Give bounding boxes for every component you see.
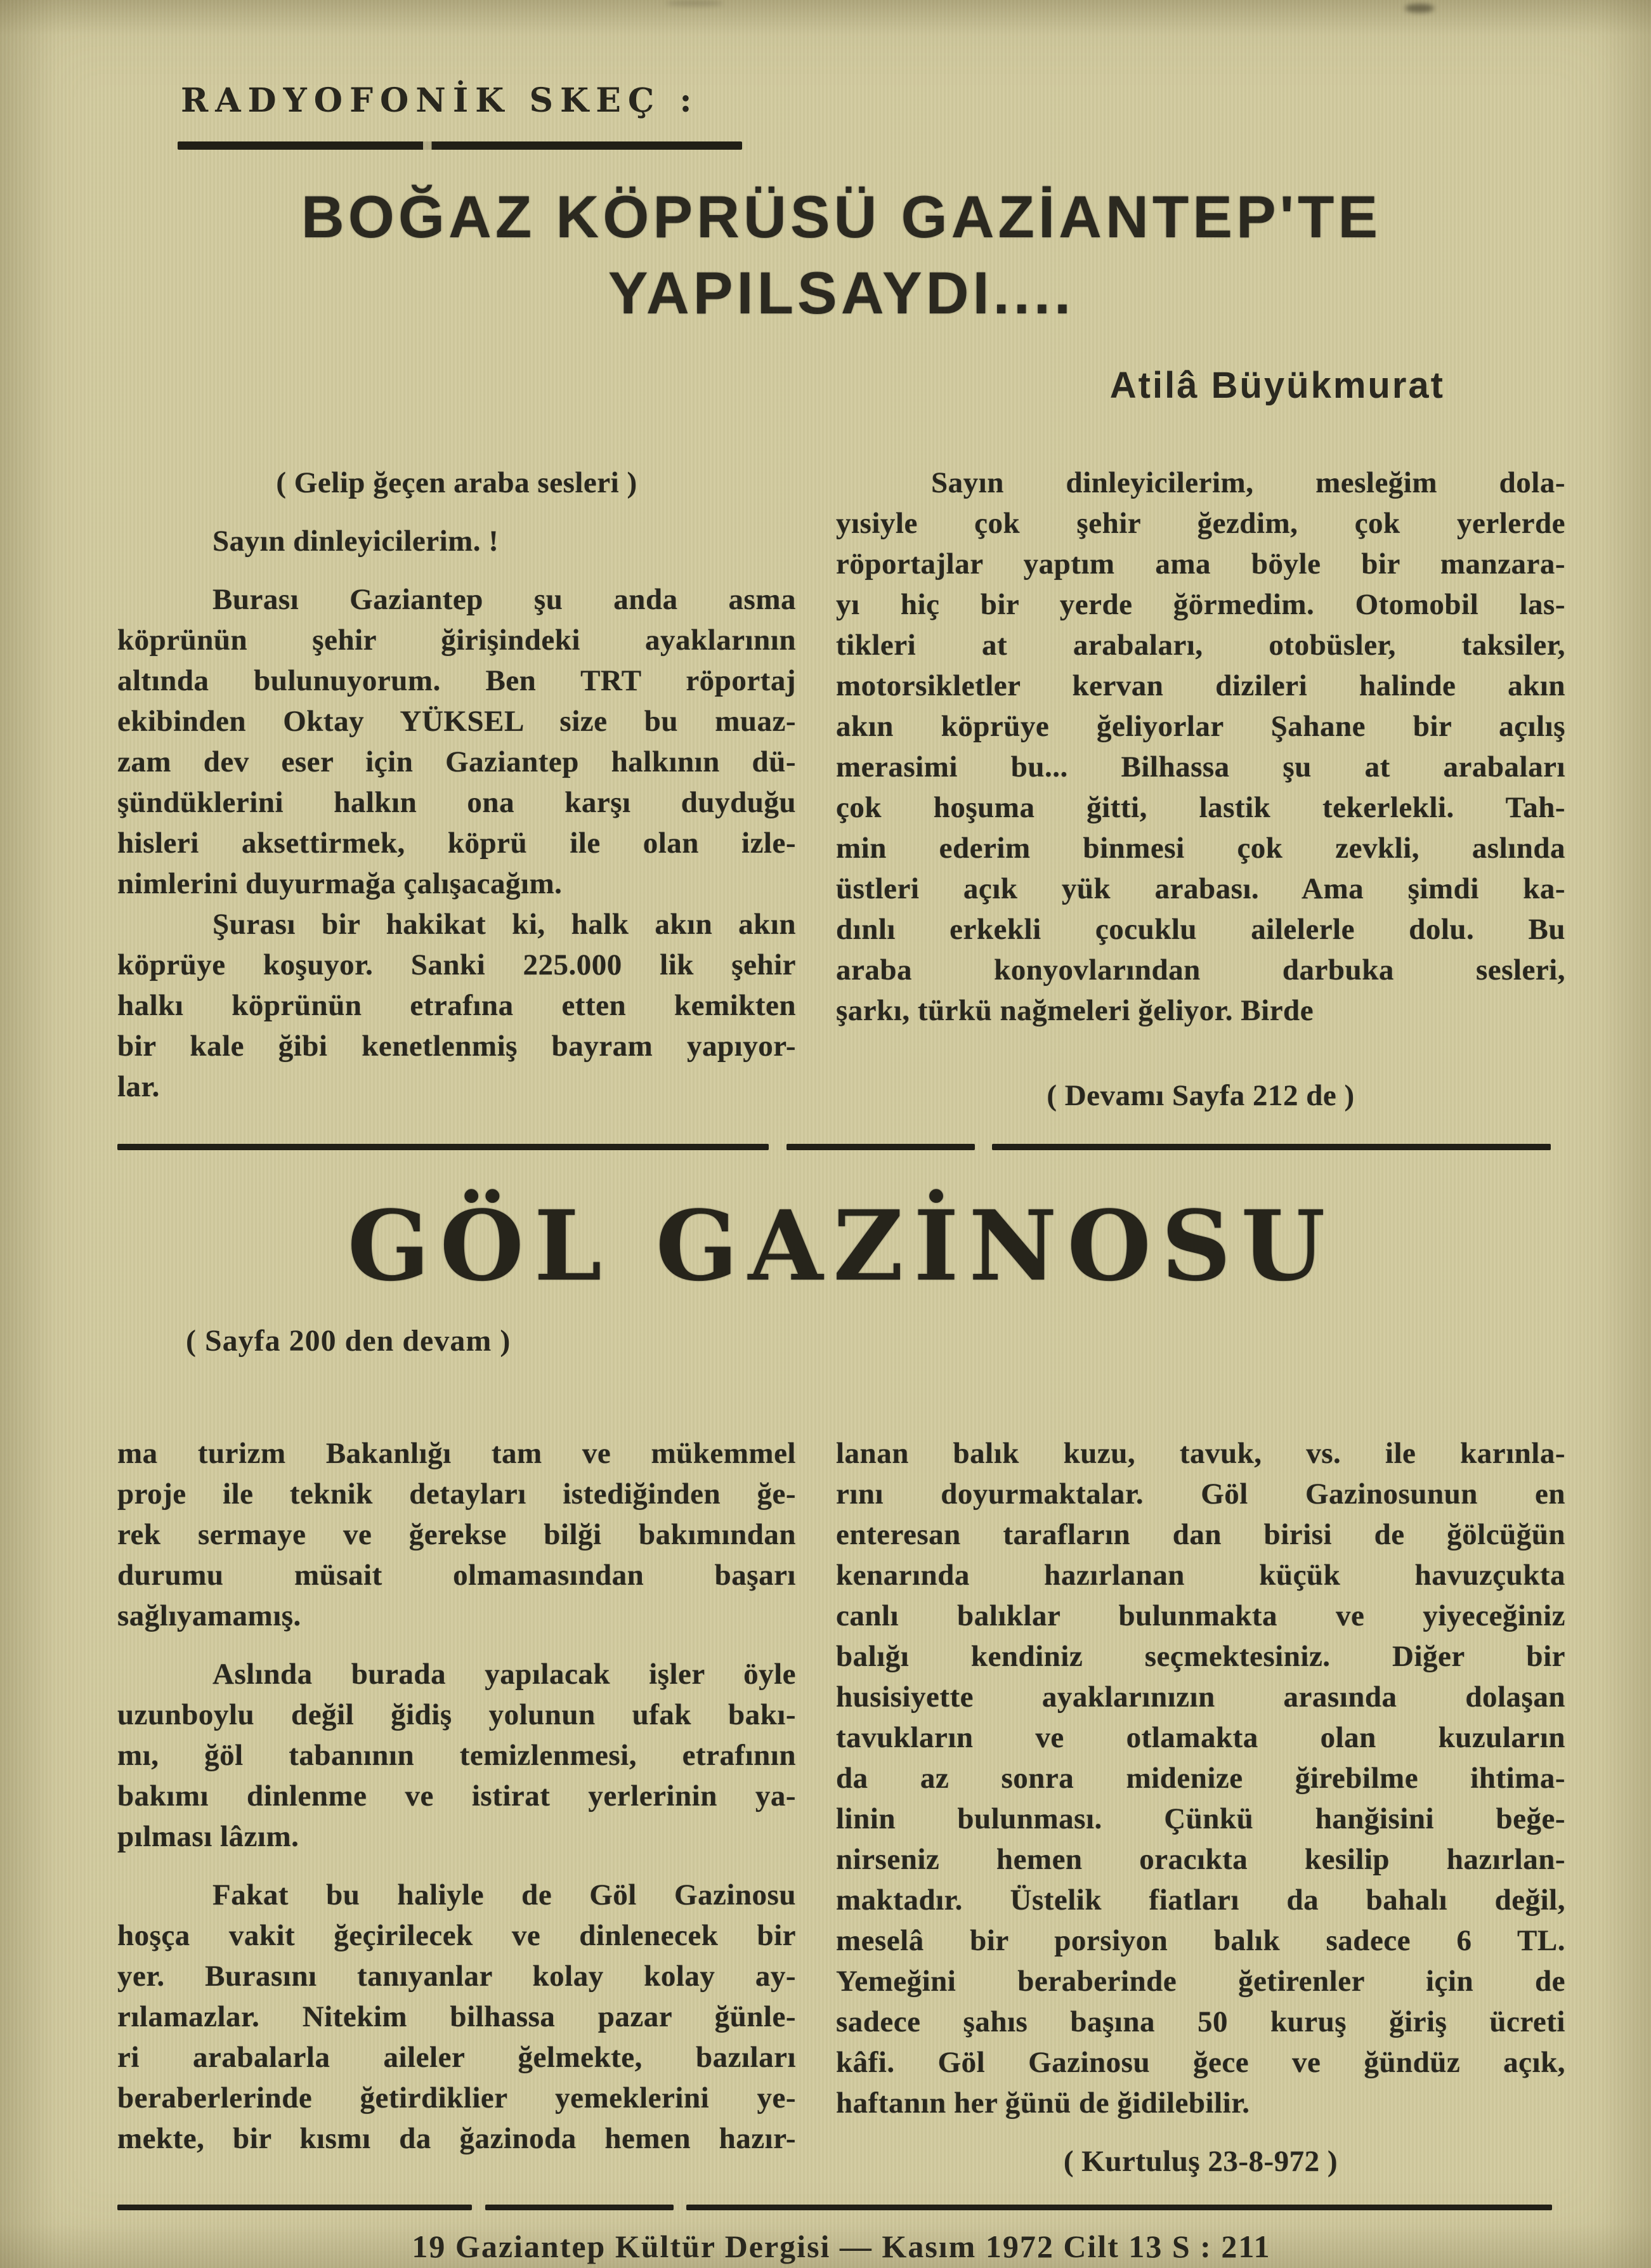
text-line: nimlerini duyurmağa çalışacağım.	[117, 867, 563, 900]
text-line: lar.	[117, 1070, 160, 1103]
text-line: köprüye koşuyor. Sanki 225.000 lik şehir	[117, 948, 796, 981]
text-line: rılamazlar. Nitekim bilhassa pazar ğünle-	[117, 2000, 796, 2033]
text-line: araba konyovlarından darbuka sesleri,	[836, 954, 1565, 987]
text-line: husisiyette ayaklarınızın arasında dolaşan	[836, 1680, 1565, 1714]
article1-left-column	[117, 462, 796, 1116]
text-line: min ederim binmesi çok zevkli, aslında	[836, 832, 1565, 865]
continued-from-note: ( Sayfa 200 den devam )	[186, 1323, 511, 1358]
page-footer-imprint: 19 Gaziantep Kültür Dergisi — Kasım 1972 Cilt 13 S : 211	[412, 2228, 1271, 2264]
text-line: ma turizm Bakanlığı tam ve mükemmel	[117, 1436, 796, 1470]
text-line: köprünün şehir ğirişindeki ayaklarının	[117, 624, 796, 657]
text-line: altında bulunuyorum. Ben TRT röportaj	[117, 664, 796, 697]
text-line: sağlıyamamış.	[117, 1599, 301, 1632]
text-line: dınlı erkekli çocuklu ailelerle dolu. Bu	[836, 913, 1565, 946]
text-line: üstleri açık yük arabası. Ama şimdi ka-	[836, 872, 1565, 905]
text-line: kenarında hazırlanan küçük havuzçukta	[836, 1558, 1565, 1592]
text-line: şündüklerini halkın ona karşı duyduğu	[117, 786, 796, 819]
divider-segment	[485, 2205, 674, 2210]
text-line: halkı köprünün etrafına etten kemikten	[117, 989, 796, 1022]
text-line: proje ile teknik detayları istediğinden ğe-	[117, 1477, 796, 1511]
text-line: rek sermaye ve ğerekse bilği bakımından	[117, 1517, 796, 1551]
ink-smudge	[1405, 4, 1434, 13]
text-line: canlı balıklar bulunmakta ve yiyeceğiniz	[836, 1599, 1565, 1632]
text-line: ekibinden Oktay YÜKSEL size bu muaz-	[117, 705, 796, 738]
text-line: Fakat bu haliyle de Göl Gazinosu	[212, 1878, 796, 1911]
ink-smudge	[666, 0, 723, 6]
text-line: kâfi. Göl Gazinosu ğece ve ğündüz açık,	[836, 2045, 1565, 2079]
text-line: Burası Gaziantep şu anda asma	[212, 583, 796, 616]
text-line: meselâ bir porsiyon balık sadece 6 TL.	[836, 1924, 1565, 1957]
text-line: çok hoşuma ğitti, lastik tekerlekli. Tah-	[836, 791, 1565, 824]
kicker-rule	[178, 141, 742, 150]
divider-segment	[992, 1144, 1551, 1150]
text-line: hoşça vakit ğeçirilecek ve dinlenecek bir	[117, 1918, 796, 1952]
text-line: Sayın dinleyicilerim. !	[212, 525, 499, 558]
text-line: Yemeğini beraberinde ğetirenler için de	[836, 1964, 1565, 1998]
text-line: enteresan tarafların dan birisi de ğölcüğün	[836, 1517, 1565, 1551]
text-line: merasimi bu... Bilhassa şu at arabaları	[836, 751, 1565, 783]
text-line: uzunboylu değil ğidiş yolunun ufak bakı-	[117, 1698, 796, 1731]
text-line: tavukların ve otlamakta olan kuzuların	[836, 1721, 1565, 1754]
text-line: hisleri aksettirmek, köprü ile olan izle-	[117, 827, 796, 860]
article1-header	[117, 81, 1565, 407]
article1-title-line1: BOĞAZ KÖPRÜSÜ GAZİANTEP'TE	[301, 183, 1382, 250]
text-line: ( Kurtuluş 23-8-972 )	[1063, 2144, 1338, 2178]
text-line: bakımı dinlenme ve istirat yerlerinin ya-	[117, 1779, 796, 1812]
text-line: balığı kendiniz seçmektesiniz. Diğer bir	[836, 1639, 1565, 1673]
divider-segment	[117, 1144, 769, 1150]
text-line: Sayın dinleyicilerim, mesleğim dola-	[931, 466, 1565, 499]
article1-title	[117, 179, 1565, 331]
text-line: akın köprüye ğeliyorlar Şahane bir açılış	[836, 710, 1565, 743]
divider-segment	[117, 2205, 472, 2210]
text-line: Şurası bir hakikat ki, halk akın akın	[212, 908, 796, 941]
text-line: linin bulunması. Çünkü hanğisini beğe-	[836, 1802, 1565, 1835]
divider-segment	[786, 1144, 975, 1150]
text-line: bir kale ğibi kenetlenmiş bayram yapıyor-	[117, 1030, 796, 1063]
divider-segment	[686, 2205, 1552, 2210]
text-line: Aslında burada yapılacak işler öyle	[212, 1657, 796, 1691]
text-line: ( Gelip ğeçen araba sesleri )	[276, 466, 637, 499]
text-line: ri arabalarla aileler ğelmekte, bazıları	[117, 2040, 796, 2074]
text-line: sadece şahıs başına 50 kuruş ğiriş ücreti	[836, 2005, 1565, 2038]
text-line: yer. Burasını tanıyanlar kolay kolay ay-	[117, 1959, 796, 1993]
article1-body	[117, 462, 1565, 1116]
text-line: yı hiç bir yerde ğörmedim. Otomobil las-	[836, 588, 1565, 621]
article2-title: GÖL GAZİNOSU	[347, 1189, 1336, 1302]
text-line: mekte, bir kısmı da ğazinoda hemen hazır-	[117, 2121, 796, 2155]
footer-divider	[117, 2205, 1565, 2210]
text-line: da az sonra midenize ğirebilme ihtima-	[836, 1761, 1565, 1795]
article1-right-column	[836, 462, 1565, 1116]
text-line: haftanın her ğünü de ğidilebilir.	[836, 2086, 1250, 2120]
text-line: tikleri at arabaları, otobüsler, taksiler,	[836, 629, 1565, 662]
text-line: yısiyle çok şehir ğezdim, çok yerlerde	[836, 507, 1565, 540]
text-line: nirseniz hemen oracıkta kesilip hazırlan-	[836, 1842, 1565, 1876]
article2-body	[117, 1433, 1565, 2182]
text-line: lanan balık kuzu, tavuk, vs. ile karınla-	[836, 1436, 1565, 1470]
text-line: zam dev eser için Gaziantep halkının dü-	[117, 745, 796, 778]
section-divider	[117, 1144, 1565, 1150]
section-kicker: RADYOFONİK SKEÇ :	[181, 81, 699, 120]
text-line: şarkı, türkü nağmeleri ğeliyor. Birde	[836, 994, 1314, 1027]
text-line: rını doyurmaktalar. Göl Gazinosunun en	[836, 1477, 1565, 1511]
text-line: ( Devamı Sayfa 212 de )	[1047, 1079, 1355, 1112]
article2-right-column	[836, 1433, 1565, 2182]
article1-title-line2: YAPILSAYDI....	[608, 259, 1075, 326]
text-line: durumu müsait olmamasından başarı	[117, 1558, 796, 1592]
article2-left-column	[117, 1433, 796, 2182]
text-line: pılması lâzım.	[117, 1819, 299, 1853]
text-line: röportajlar yaptım ama böyle bir manzara-	[836, 547, 1565, 580]
text-line: maktadır. Üstelik fiatları da bahalı değil,	[836, 1883, 1565, 1917]
author-byline: Atilâ Büyükmurat	[1109, 365, 1445, 406]
text-line: motorsikletler kervan dizileri halinde akın	[836, 669, 1565, 702]
text-line: mı, ğöl tabanının temizlenmesi, etrafının	[117, 1738, 796, 1772]
text-line: beraberlerinde ğetirdiklier yemeklerini ye-	[117, 2081, 796, 2114]
